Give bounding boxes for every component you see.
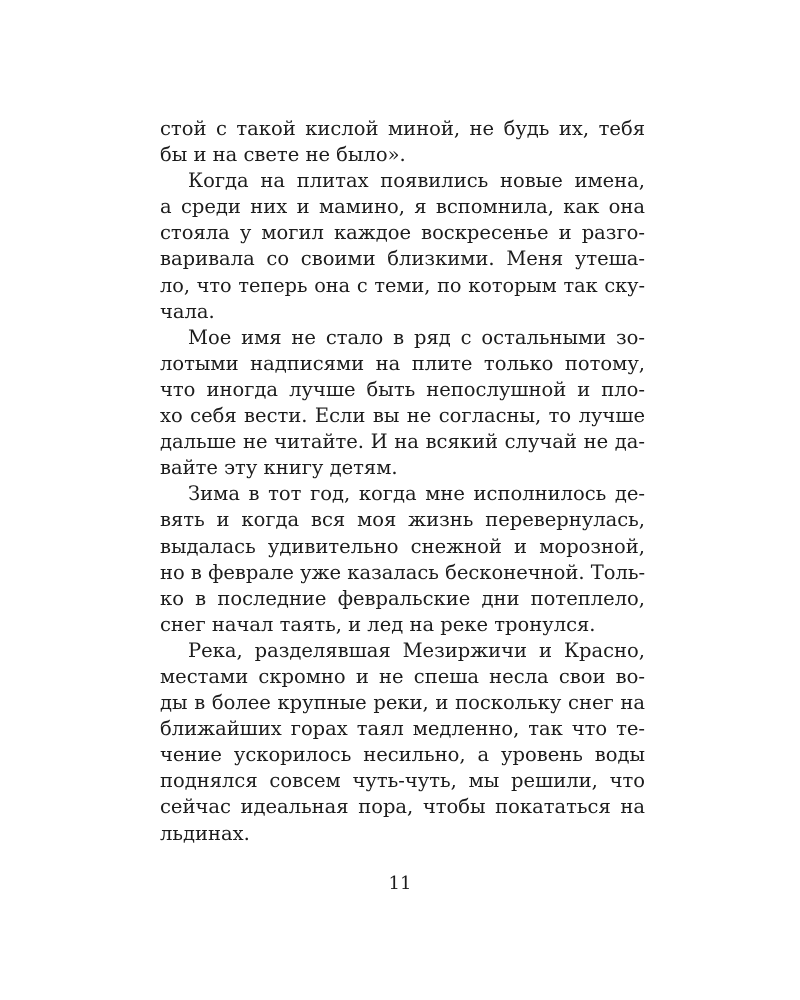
page-number: 11 [388, 873, 412, 894]
text-line: чала. [160, 299, 215, 323]
text-line: выдалась удивительно снежной и морозной, [160, 534, 645, 558]
text-line: дальше не читайте. И на всякий случай не да- [160, 430, 645, 454]
text-line: местами скромно и не спеша несла свои во- [160, 664, 645, 688]
text-line: ды в более крупные реки, и поскольку снег на [160, 691, 645, 715]
text-line: ло, что теперь она с теми, по которым так ску- [160, 273, 645, 297]
paragraph-first-line: Зима в тот год, когда мне исполнилось де- [188, 482, 645, 506]
text-line: бы и на свете не было». [160, 143, 406, 167]
text-line: но в феврале уже казалась бесконечной. Толь- [160, 560, 646, 584]
text-line: поднялся совсем чуть-чуть, мы решили, что [160, 769, 645, 793]
text-line: снег начал таять, и лед на реке тронулся. [160, 612, 596, 636]
text-line: хо себя вести. Если вы не согласны, то лучше [160, 404, 645, 428]
text-line: варивала со своими близкими. Меня утеша- [160, 247, 645, 271]
text-line: льдинах. [160, 821, 250, 845]
text-line: стояла у могил каждое воскресенье и разго- [160, 221, 645, 245]
text-line: стой с такой кислой миной, не будь их, тебя [160, 117, 645, 140]
text-line: что иногда лучше быть непослушной и пло- [160, 377, 645, 401]
paragraph-first-line: Когда на плитах появились новые имена, [188, 169, 645, 193]
text-line: ближайших горах таял медленно, так что те- [160, 717, 645, 741]
paragraph-first-line: Мое имя не стало в ряд с остальными зо- [188, 325, 645, 349]
paragraph-first-line: Река, разделявшая Мезиржичи и Красно, [188, 638, 645, 662]
text-line: вайте эту книгу детям. [160, 456, 398, 480]
text-line: ко в последние февральские дни потеплело, [160, 586, 645, 610]
text-line: чение ускорилось несильно, а уровень воды [160, 743, 645, 767]
text-line: а среди них и мамино, я вспомнила, как она [160, 195, 645, 219]
text-line: лотыми надписями на плите только потому, [160, 351, 645, 375]
body-text [160, 116, 645, 847]
text-line: вять и когда вся моя жизнь перевернулась, [160, 508, 645, 532]
text-line: сейчас идеальная пора, чтобы покататься на [160, 795, 645, 819]
